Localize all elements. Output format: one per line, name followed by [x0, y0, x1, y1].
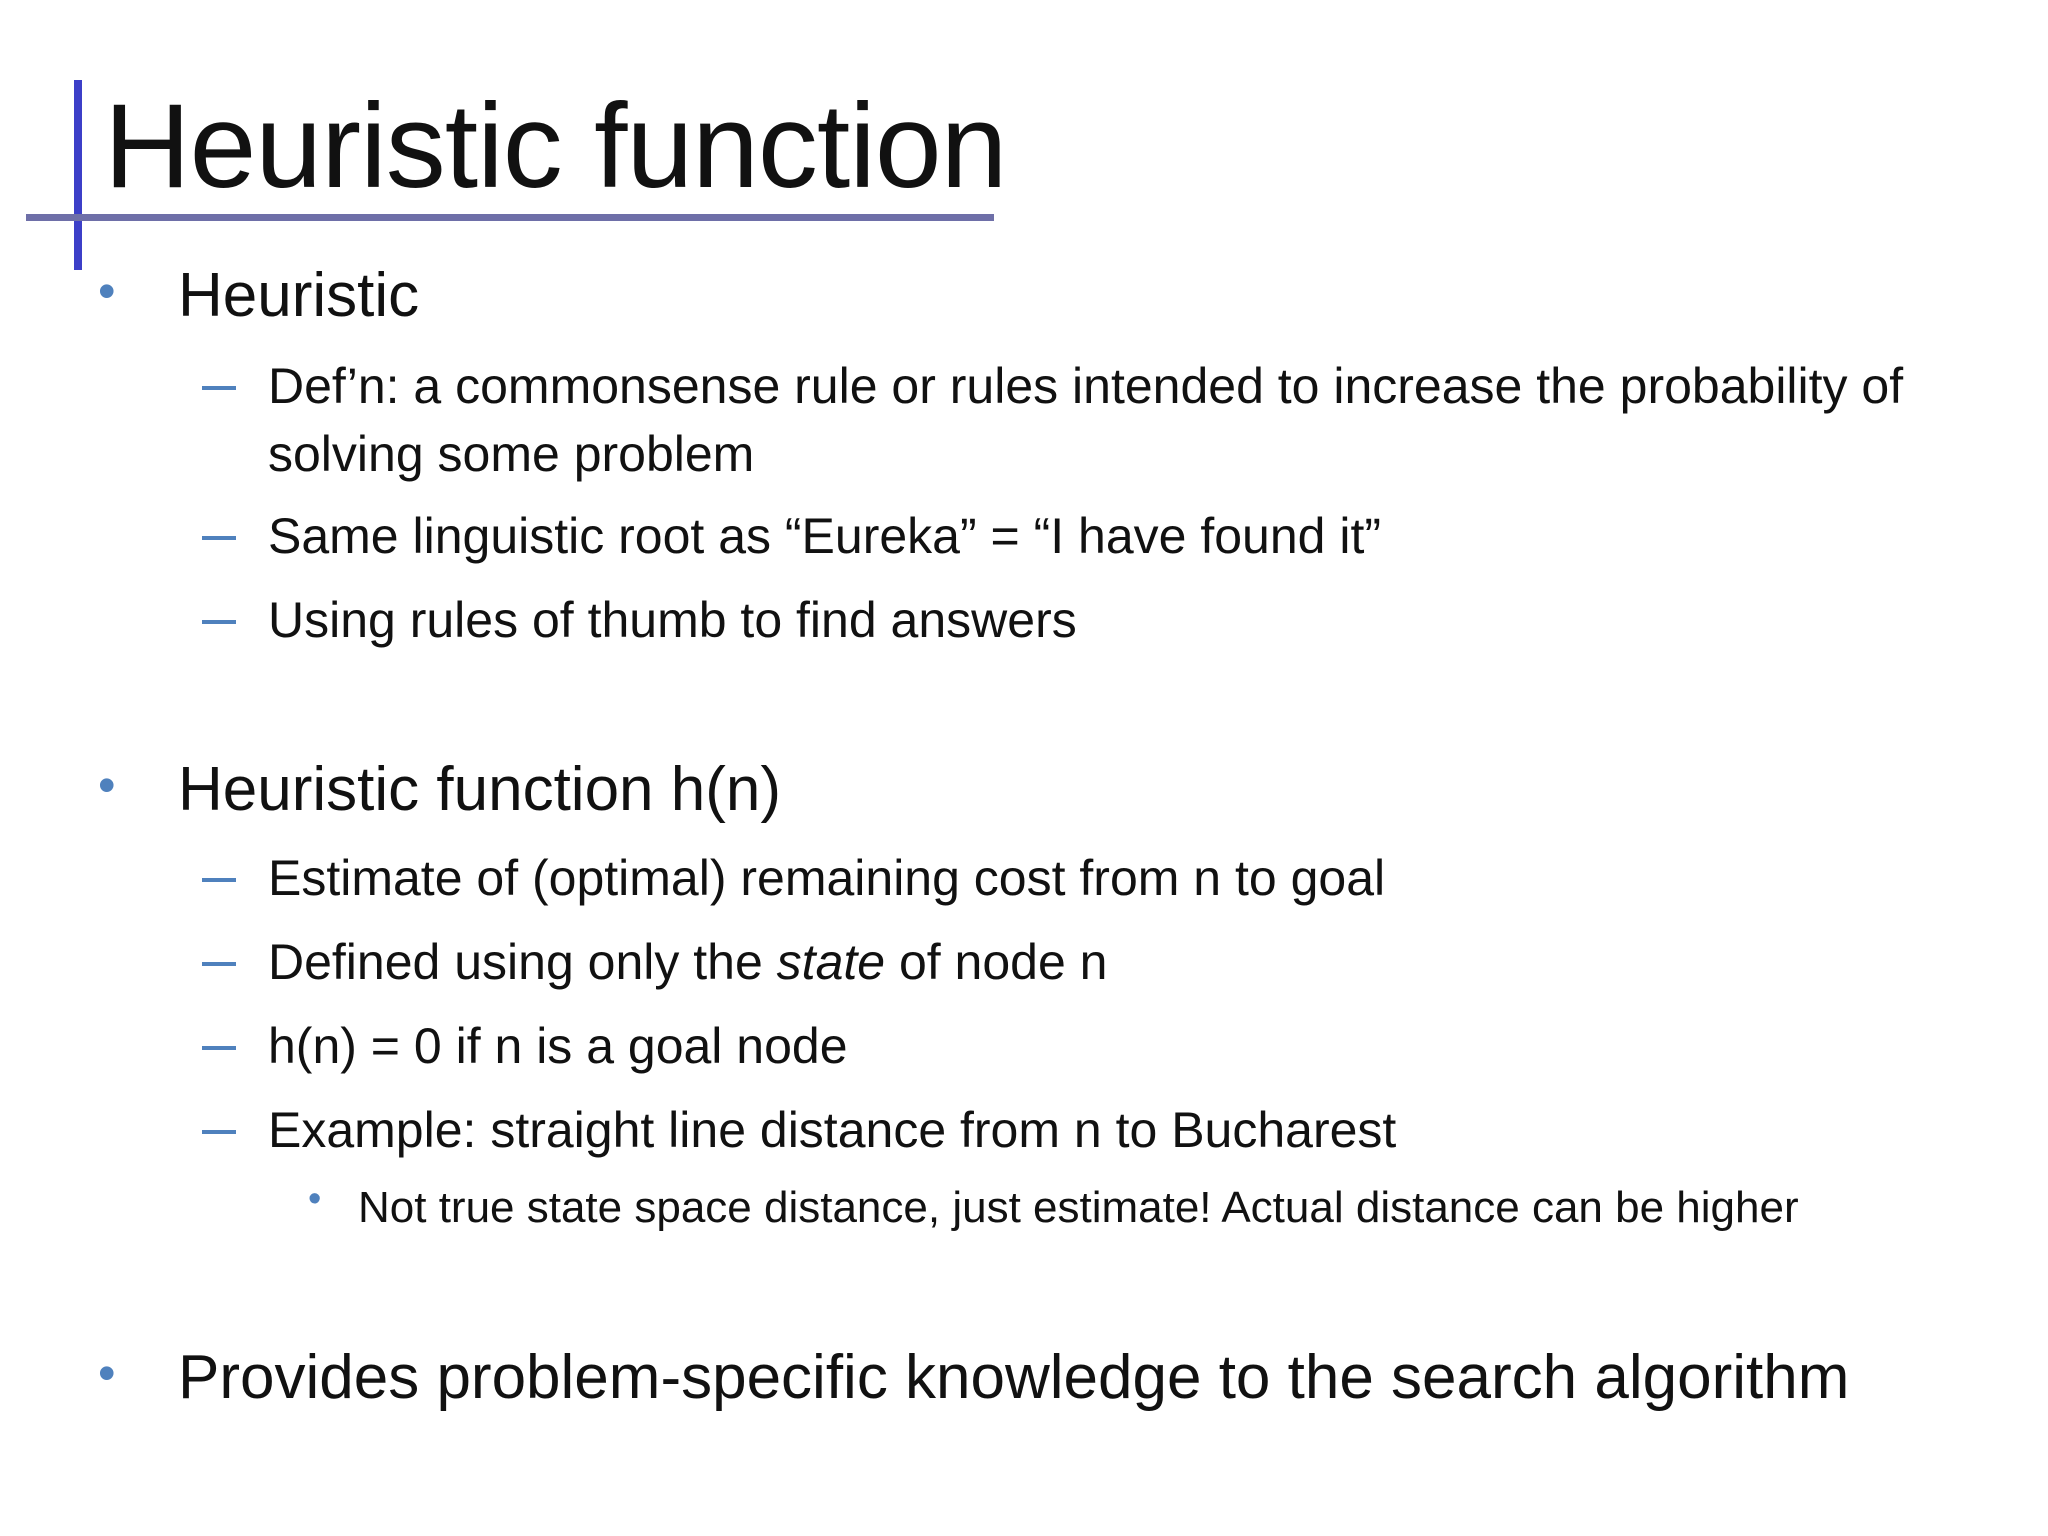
list-item-example: Example: straight line distance from n to Bucharest [268, 1102, 1397, 1158]
bullet-icon: • [98, 263, 116, 319]
list-item-state-only [268, 928, 1108, 996]
list-item-definition-line2: solving some problem [268, 426, 755, 482]
title-accent-vertical-bar [74, 80, 82, 270]
list-item-estimate: Estimate of (optimal) remaining cost from n to goal [268, 850, 1386, 906]
dash-icon [202, 1046, 236, 1050]
list-item-definition-line1: Def’n: a commonsense rule or rules intended to increase the probability of [268, 358, 1904, 414]
section-heading-problem-knowledge: Provides problem-specific knowledge to the search algorithm [178, 1343, 1850, 1412]
list-item-state-only-emphasis: state [776, 934, 886, 990]
sub-list-item-estimate-note: Not true state space distance, just estimate! Actual distance can be higher [358, 1183, 1799, 1232]
dash-icon [202, 620, 236, 624]
bullet-icon: • [98, 1345, 116, 1401]
list-item-rules-of-thumb: Using rules of thumb to find answers [268, 592, 1077, 648]
dash-icon [202, 878, 236, 882]
list-item-state-only-suffix: of node n [885, 934, 1108, 990]
section-heading-heuristic: Heuristic [178, 261, 420, 330]
list-item-goal-node: h(n) = 0 if n is a goal node [268, 1018, 848, 1074]
bullet-icon: • [98, 757, 116, 813]
dash-icon [202, 962, 236, 966]
dash-icon [202, 386, 236, 390]
dash-icon [202, 1130, 236, 1134]
list-item-linguistic-root: Same linguistic root as “Eureka” = “I have found it” [268, 508, 1382, 564]
slide-title: Heuristic function [104, 79, 1007, 213]
dash-icon [202, 536, 236, 540]
section-heading-heuristic-function: Heuristic function h(n) [178, 755, 782, 824]
bullet-icon: • [308, 1178, 322, 1220]
list-item-state-only-prefix: Defined using only the [268, 934, 777, 990]
